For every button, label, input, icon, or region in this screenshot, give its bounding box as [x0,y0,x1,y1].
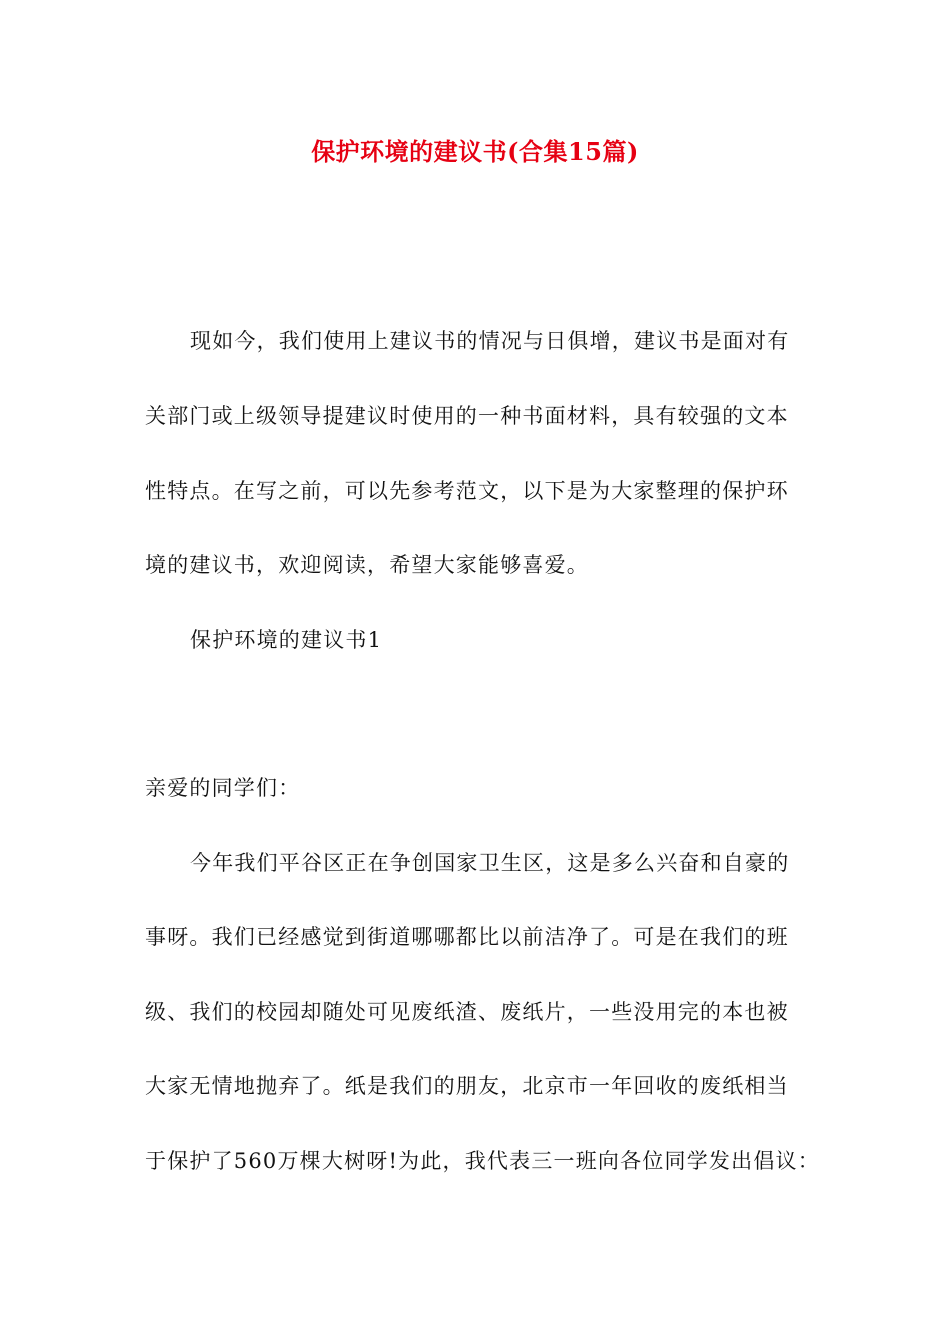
document-title: 保护环境的建议书(合集15篇) [311,137,639,166]
body-line-5: 于保护了560万棵大树呀!为此，我代表三一班向各位同学发出倡议： [145,1149,820,1173]
salutation: 亲爱的同学们： [145,776,301,800]
body-line-1: 今年我们平谷区正在争创国家卫生区，这是多么兴奋和自豪的 [190,851,790,875]
intro-line-4: 境的建议书，欢迎阅读，希望大家能够喜爱。 [145,553,589,577]
intro-line-1: 现如今，我们使用上建议书的情况与日俱增，建议书是面对有 [190,329,790,353]
body-line-4: 大家无情地抛弃了。纸是我们的朋友，北京市一年回收的废纸相当 [145,1074,789,1098]
body-line-3: 级、我们的校园却随处可见废纸渣、废纸片，一些没用完的本也被 [145,1000,789,1024]
intro-line-3: 性特点。在写之前，可以先参考范文，以下是为大家整理的保护环 [145,479,789,503]
body-line-2: 事呀。我们已经感觉到街道哪哪都比以前洁净了。可是在我们的班 [145,925,789,949]
intro-line-2: 关部门或上级领导提建议时使用的一种书面材料，具有较强的文本 [145,404,789,428]
section-heading: 保护环境的建议书1 [190,628,383,652]
